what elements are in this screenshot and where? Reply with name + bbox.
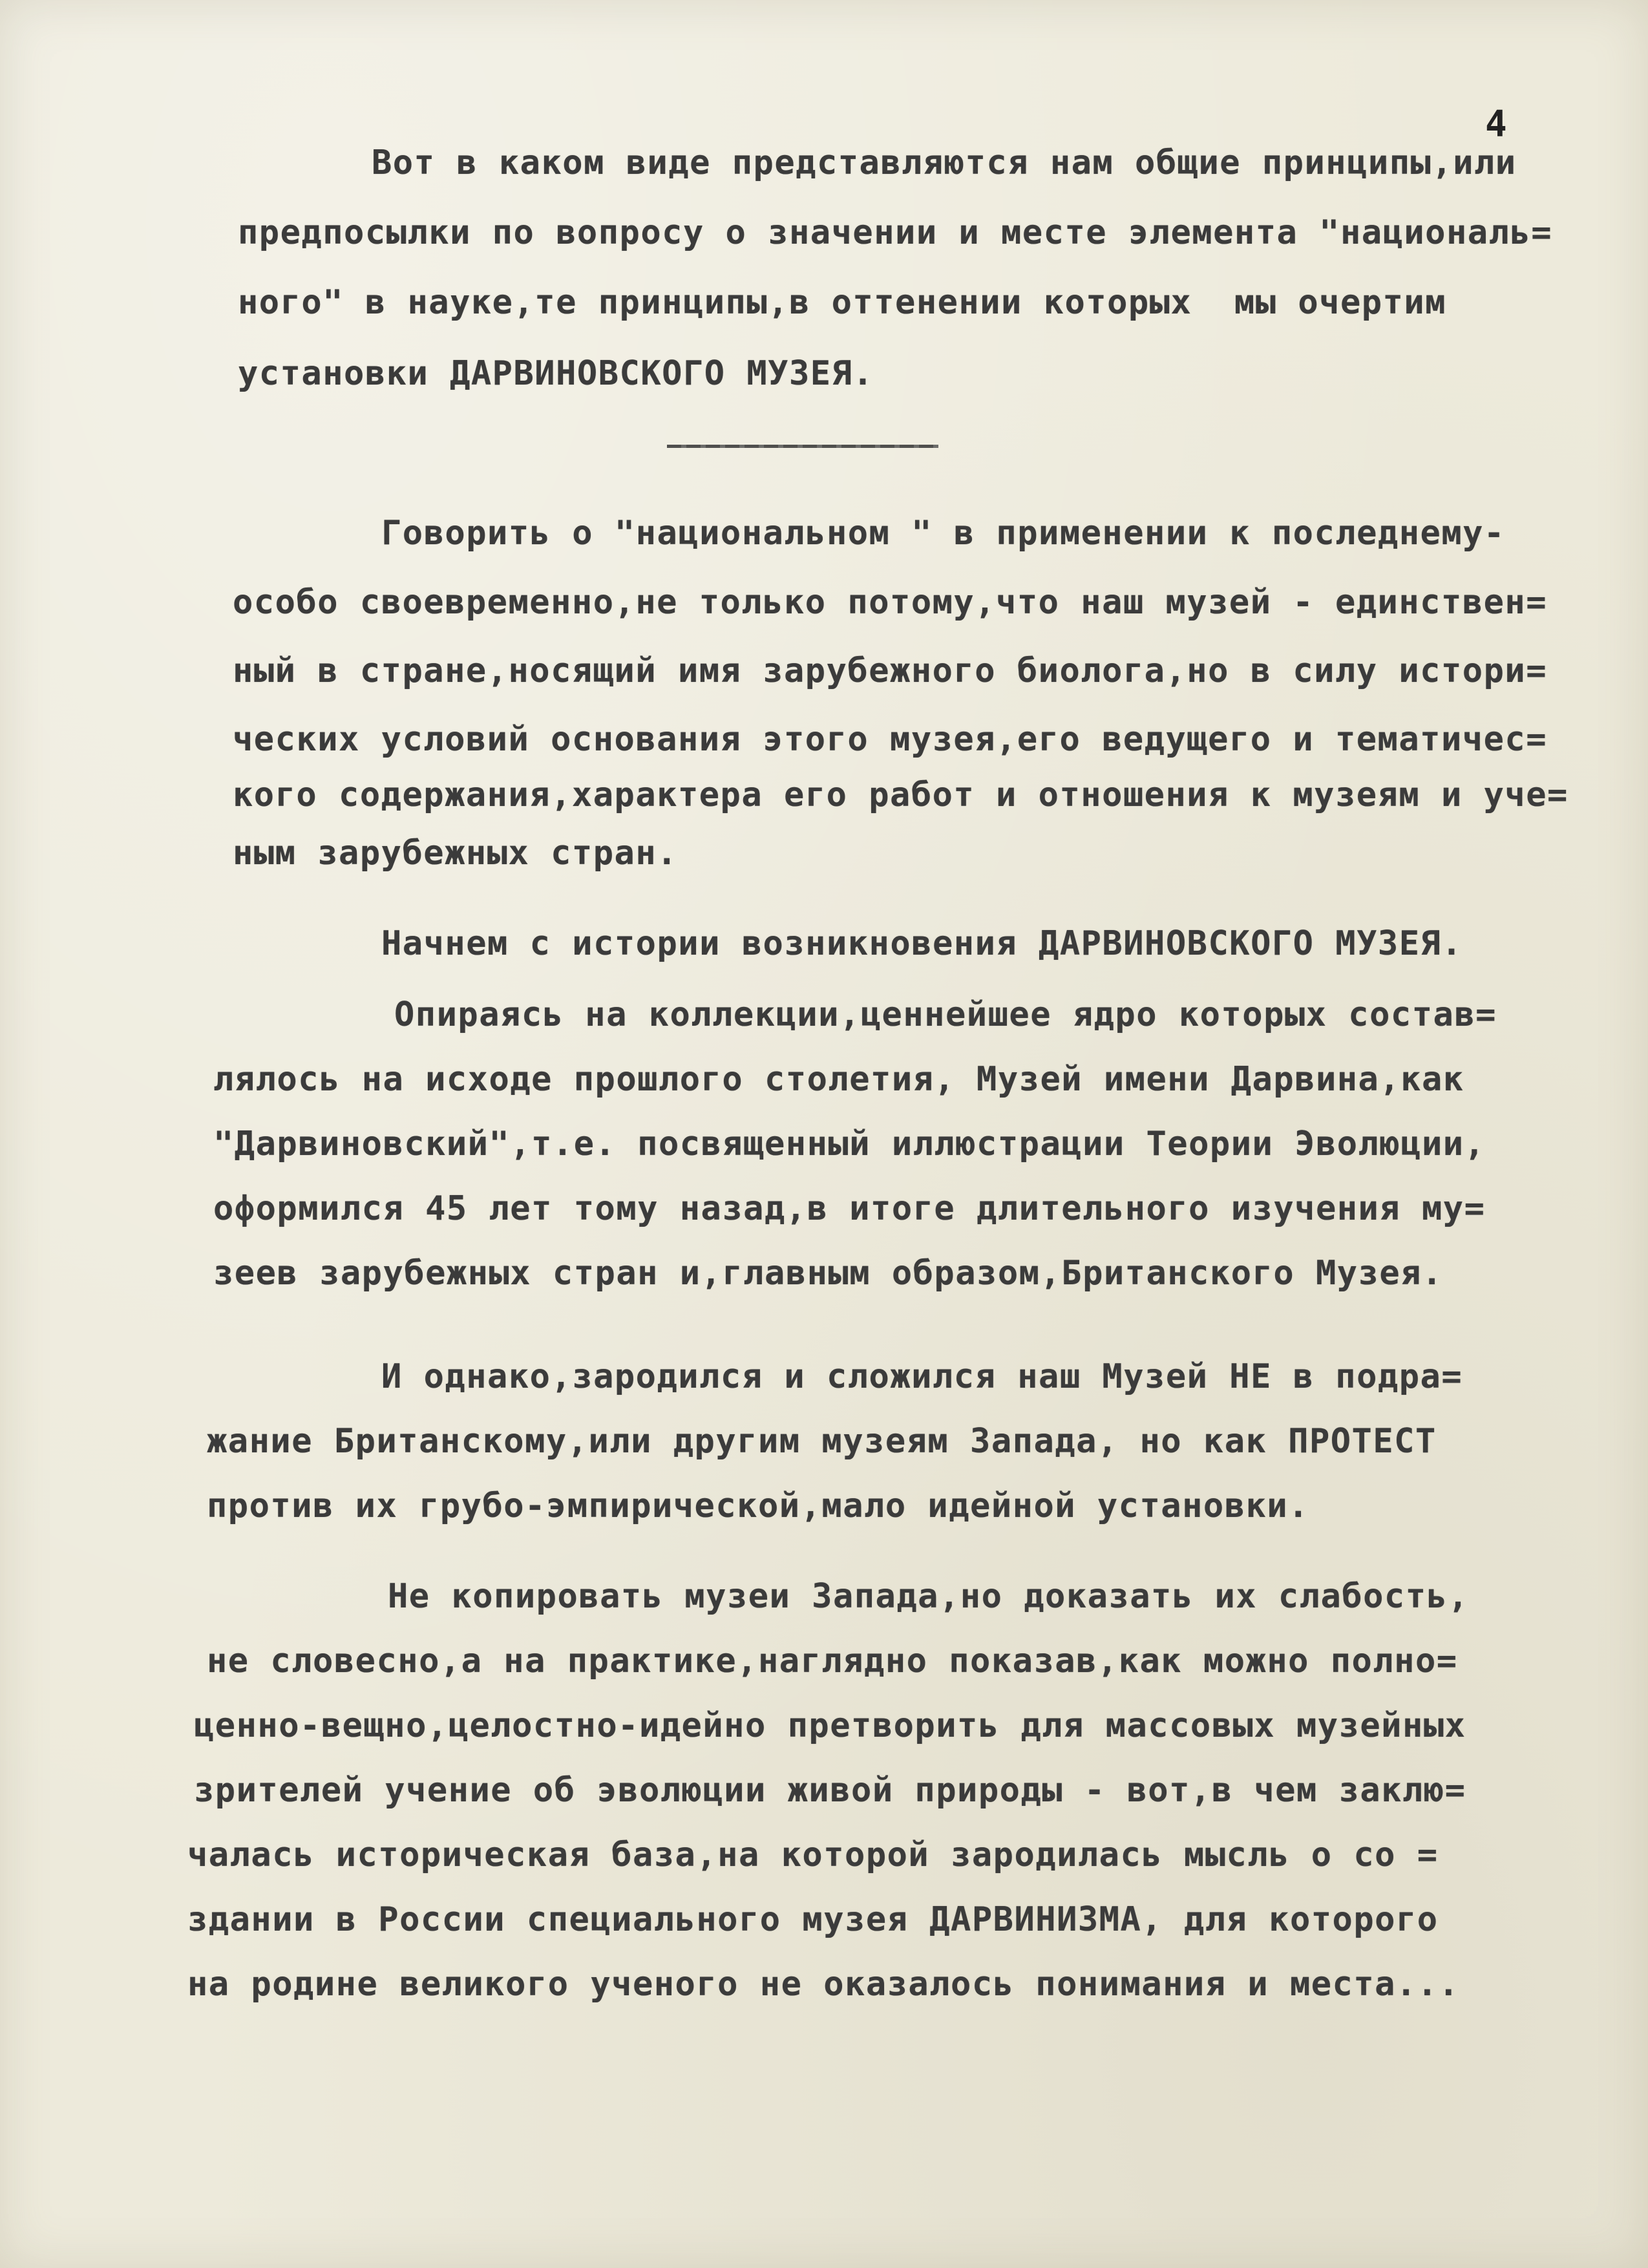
- text-line: Опираясь на коллекции,ценнейшее ядро которых состав=: [394, 995, 1497, 1034]
- text-line: чалась историческая база,на которой зародилась мысль о со =: [187, 1836, 1439, 1874]
- text-line: лялось на исходе прошлого столетия, Музей имени Дарвина,как: [213, 1060, 1464, 1099]
- text-line: ценно-вещно,целостно-идейно претворить для массовых музейных: [194, 1706, 1466, 1745]
- text-line: кого содержания,характера его работ и отношения к музеям и уче=: [233, 776, 1569, 814]
- text-line: здании в России специального музея ДАРВИНИЗМА, для которого: [187, 1900, 1439, 1939]
- text-line: на родине великого ученого не оказалось понимания и места...: [187, 1965, 1460, 2004]
- text-line: зрителей учение об эволюции живой природы - вот,в чем заклю=: [194, 1771, 1466, 1810]
- text-line: Не копировать музеи Запада,но доказать их слабость,: [388, 1577, 1470, 1616]
- text-line: жание Британскому,или другим музеям Запада, но как ПРОТЕСТ: [207, 1422, 1437, 1461]
- text-line: ческих условий основания этого музея,его ведущего и тематичес=: [233, 720, 1548, 759]
- text-line: "Дарвиновский",т.е. посвященный иллюстрации Теории Эволюции,: [213, 1125, 1486, 1163]
- text-line: не словесно,а на практике,наглядно показав,как можно полно=: [207, 1642, 1458, 1680]
- text-line: против их грубо-эмпирической,мало идейной установки.: [207, 1487, 1309, 1525]
- separator-rule: [667, 445, 938, 448]
- text-line: зеев зарубежных стран и,главным образом,Британского Музея.: [213, 1254, 1443, 1293]
- text-line: Начнем с истории возникновения ДАРВИНОВСКОГО МУЗЕЯ.: [381, 924, 1463, 963]
- text-line: оформился 45 лет тому назад,в итоге длительного изучения му=: [213, 1189, 1486, 1228]
- text-line: предпосылки по вопросу о значении и месте элемента "националь=: [238, 213, 1553, 252]
- text-line: особо своевременно,не только потому,что наш музей - единствен=: [233, 583, 1548, 622]
- text-line: ного" в науке,те принципы,в оттенении которых мы очертим: [238, 283, 1446, 322]
- text-line: И однако,зародился и сложился наш Музей НЕ в подра=: [381, 1357, 1463, 1396]
- page-number: 4: [1485, 103, 1507, 145]
- text-line: Вот в каком виде представляются нам общие принципы,или: [372, 143, 1517, 182]
- text-line: ным зарубежных стран.: [233, 834, 678, 873]
- text-line: установки ДАРВИНОВСКОГО МУЗЕЯ.: [238, 354, 874, 393]
- text-line: ный в стране,носящий имя зарубежного биолога,но в силу истори=: [233, 652, 1548, 690]
- text-line: Говорить о "национальном " в применении к последнему-: [381, 514, 1505, 553]
